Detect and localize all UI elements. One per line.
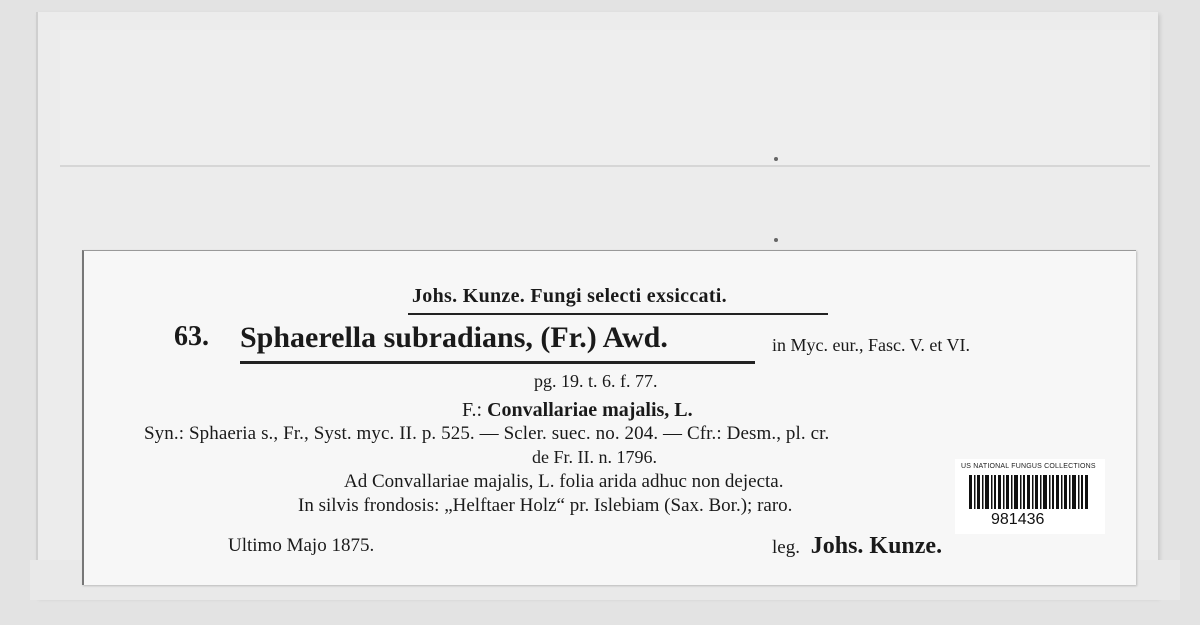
exsiccata-series-title: Johs. Kunze. Fungi selecti exsiccati. bbox=[412, 285, 727, 307]
leg-prefix: leg. bbox=[772, 537, 800, 558]
header-underline bbox=[408, 313, 828, 315]
barcode-collection-name: US NATIONAL FUNGUS COLLECTIONS bbox=[961, 463, 1096, 470]
specimen-label bbox=[82, 250, 1136, 585]
citation-line-2: pg. 19. t. 6. f. 77. bbox=[534, 371, 658, 391]
host-line bbox=[462, 399, 693, 422]
packet-speck bbox=[774, 238, 778, 242]
synonymy-line-1: Syn.: Sphaeria s., Fr., Syst. myc. II. p. 525. — Scler. suec. no. 204. — Cfr.: Desm., pl. cr. bbox=[144, 423, 830, 444]
species-name: Sphaerella subradians, (Fr.) Awd. bbox=[240, 321, 668, 354]
barcode-number: 981436 bbox=[991, 511, 1045, 528]
barcode-icon bbox=[969, 475, 1091, 509]
collector-line bbox=[772, 533, 942, 560]
species-underline bbox=[240, 361, 755, 364]
packet-flap bbox=[60, 30, 1150, 167]
habitat-line-1: Ad Convallariae majalis, L. folia arida adhuc non dejecta. bbox=[344, 471, 784, 492]
habitat-line-2: In silvis frondosis: „Helftaer Holz“ pr. Islebiam (Sax. Bor.); raro. bbox=[298, 495, 793, 516]
packet-speck bbox=[774, 157, 778, 161]
barcode-label bbox=[955, 459, 1105, 534]
citation-line-1: in Myc. eur., Fasc. V. et VI. bbox=[772, 335, 970, 355]
collection-date: Ultimo Majo 1875. bbox=[228, 535, 375, 556]
host-prefix: F.: bbox=[462, 399, 483, 421]
synonymy-line-2: de Fr. II. n. 1796. bbox=[532, 447, 657, 467]
collector-name: Johs. Kunze. bbox=[810, 533, 943, 559]
host-name: Convallariae majalis, L. bbox=[487, 399, 693, 421]
exsiccata-number: 63. bbox=[174, 321, 209, 352]
